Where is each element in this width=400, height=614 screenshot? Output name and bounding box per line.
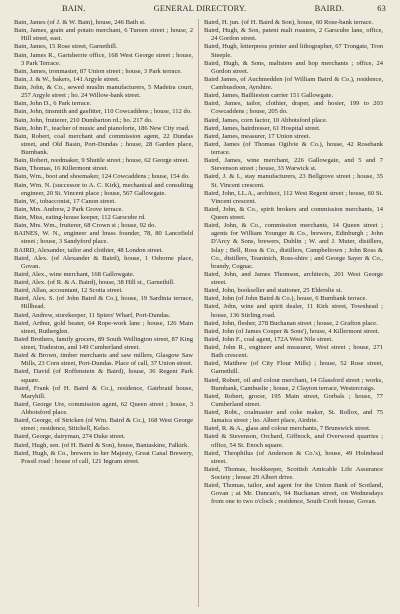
directory-entry: Baird, Robert, oil and colour merchant, 14 Glassford street ; works, Burnbank, Cambuslie ; house, 2 Clayton terrace, Westercraigs. (204, 376, 383, 392)
header-left-word: BAIN. (62, 4, 86, 13)
directory-entry: Baird, J. & I., stay manufacturers, 23 Bellgrove street ; house, 35 St. Vincent crescent. (204, 173, 383, 189)
directory-entry: Baird, John, & Co., spirit brokers and commission merchants, 14 Queen street. (204, 205, 383, 221)
directory-entry: Bain, J. & W., bakers, 141 Argyle street. (14, 75, 120, 83)
directory-entry: Bain, John, & Co., sewed muslin manufacturers, 5 Madeira court, 257 Argyle street ; ho. 24 Willow-bank street. (14, 84, 193, 100)
directory-entry: Baird & Stevenson, Orchard, Giffnock, and Overwood quarries ; office, 54 St. Enoch square. (204, 433, 383, 449)
directory-entry: Bain, Robert, coal merchant and commission agent, 22 Dundas street, and Old Basin, Port-Dundas ; house, 28 Garden place, Burnbank. (14, 132, 193, 156)
directory-entry: Baird, John F., coal agent, 172A West Nile street. (204, 335, 333, 343)
directory-entry: Baird, Thomas, bookkeeper, Scottish Amicable Life Assurance Society ; house 29 Albert drive. (204, 465, 383, 481)
directory-entry: BAIRD, Alexander, tailor and clothier, 48 London street. (14, 246, 164, 254)
directory-entry: Bain, Wm., boot and shoemaker, 124 Cowcaddens ; house, 154 do. (14, 173, 190, 181)
directory-entry: Baird, George Ure, commission agent, 62 Queen street ; house, 3 Abbotsford place. (14, 400, 193, 416)
directory-entry: Baird Brothers, family grocers, 89 South Wellington street, 87 King street, Tradeston, and 149 Cumberland street. (14, 335, 193, 351)
directory-entry: BAINES, W. N., engineer and brass founder, 78, 80 Lancefield street ; house, 3 Sandyford place. (14, 230, 193, 246)
directory-entry: Bain, James (of J. & W. Bain), house, 246 Bath st. (14, 19, 146, 26)
directory-entry: Bain, John D., 6 Park terrace. (14, 100, 92, 108)
directory-entry: Bain, Miss, eating-house keeper, 112 Garscube rd. (14, 214, 146, 221)
directory-entry: Bain, James, 15 Rose street, Garnethill. (14, 43, 118, 51)
left-column (14, 19, 193, 611)
directory-entry: Baird, James, hairdresser, 61 Hospital street. (204, 124, 321, 132)
directory-entry: Baird, Hugh, letterpress printer and lithographer, 67 Trongate, Tron Steeple. (204, 43, 383, 59)
directory-entry: Baird, James, Baillieston carrier 151 Gallowgate. (204, 92, 334, 100)
directory-entry: Bain, Mrs. Wm., fruiterer, 68 Crown st ; house, 92 do. (14, 222, 156, 230)
directory-entry: Baird, John, LL.A., architect, 112 West Regent street ; house, 60 St. Vincent crescent. (204, 189, 383, 205)
directory-entry: Baird, John, wine and spirit dealer, 11 Kirk street, Townhead ; house, 136 Stirling road. (204, 303, 383, 319)
directory-entry: Baird, R. & A., glass and colour merchants, 7 Brunswick street. (204, 425, 371, 433)
directory-entry: Bain, Mrs. Andrew, 2 Park Grove terrace. (14, 205, 124, 213)
directory-entry: Baird & Brown, timber merchants and saw millers, Glasgow Saw Mills, 23 Corn street, Port-Dundas. Place of call, 37 Union street. (14, 352, 193, 368)
directory-entry: Baird, John, and James Thomson, architects, 201 West George street. (204, 270, 383, 286)
directory-entry: Baird, Arthur, gold beater, 64 Rope-work lane ; house, 126 Main street, Rutherglen. (14, 319, 193, 335)
page-header (14, 4, 386, 18)
directory-entry: Baird, Robt., coalmaster and coke maker, St. Rollox, and 75 Jamaica street ; ho. Albert place, Airdrie. (204, 409, 383, 425)
directory-entry: Baird, James, corn factor, 10 Abbotsford place. (204, 116, 328, 124)
directory-entry: Baird, John (of John Baird & Co.), house, 6 Burnbank terrace. (204, 295, 368, 303)
directory-entry: Bain, John, fruiterer, 210 Dumbarton rd.; ho. 217 do. (14, 116, 153, 124)
directory-entry: Baird, John R., engineer and measurer, West street ; house, 271 Bath crescent. (204, 344, 383, 360)
directory-entry: Bain, James, ironmaster, 87 Union street ; house, 3 Park terrace. (14, 67, 182, 75)
directory-entry: Baird, James, tailor, clothier, draper, and hosier, 199 to 203 Cowcaddens ; house, 205 do. (204, 100, 383, 116)
directory-entry: Baird, Alex., wine merchant, 168 Gallowgate. (14, 270, 135, 278)
directory-entry: Baird James, of Auchmedden (of William Baird & Co.), residence, Cambusdoon, Ayrshire. (204, 75, 383, 91)
directory-entry: Baird, George, dairyman, 274 Duke street. (14, 433, 126, 441)
directory-entry: Baird, Hugh, sen. (of H. Baird & Son), house, Bantaskine, Falkirk. (14, 441, 189, 449)
directory-entry: Baird, David (of Roffenstein & Baird), house, 36 Regent Park square. (14, 368, 193, 384)
directory-entry: Bain, W., tobacconist, 17 Canon street. (14, 197, 116, 205)
directory-entry: Baird, Alex. (of Alexander & Baird), house, 1 Osborne place, Govan. (14, 254, 193, 270)
right-column (204, 19, 383, 611)
directory-entry: Bain, John, tinsmith and gasfitter, 110 Cowcaddens ; house, 112 do. (14, 108, 192, 116)
directory-entry: Baird, James, wine merchant, 226 Gallowgate, and 5 and 7 Stevenson street ; house, 33 Warwick st. (204, 157, 383, 173)
directory-entry: Bain, James, grain and potato merchant, 6 Tureen street ; house, 2 Hill street, east. (14, 27, 193, 43)
directory-entry: Baird, George, of Stricken (of Wm. Baird & Co.), 168 West George street ; residence, Stitchell, Kelso. (14, 417, 193, 433)
directory-entry: Bain, Robert, reedmaker, 9 Shuttle street ; house, 62 George street. (14, 157, 190, 165)
directory-entry: Bain, Thomas, 16 Killermont street. (14, 165, 109, 173)
directory-entry: Bain, James R., Gartsherrie office, 168 West George street ; house, 3 Park Terrace. (14, 51, 193, 67)
directory-entry: Baird, Alex. S. (of John Baird & Co.), house, 19 Sardinia terrace, Hillhead. (14, 295, 193, 311)
directory-entry: Baird, Theophilus (of Anderson & Co.'s), house, 49 Holmhead street. (204, 449, 383, 465)
directory-entry: Baird, Thomas, tailor, and agent for the Union Bank of Scotland, Govan ; at Mr. Duncan's, 94 Buchanan street, on Wednesdays from one to two o'clock ; residence, South Croft house, Govan. (204, 482, 383, 506)
directory-entry: Baird, Robert, grocer, 195 Main street, Gorbals ; house, 77 Cumberland street. (204, 392, 383, 408)
directory-entry: Baird, John, bookseller and stationer, 25 Elderslie st. (204, 287, 343, 295)
directory-entry: Baird, James (of Thomas Ogilvie & Co.), house, 42 Rosebank terrace. (204, 140, 383, 156)
directory-entry: Bain, Wm. N. (successor to A. C. Kirk), mechanical and consulting engineer, 20 St. Vincent place ; house, 567 Gallowgate. (14, 181, 193, 197)
directory-entry: Baird, Hugh, & Son, patent malt roasters, 2 Garscube lane, office, 24 Gordon street. (204, 27, 383, 43)
directory-entry: Baird, Hugh, & Sons, maltsters and hop merchants ; office, 24 Gordon street. (204, 59, 383, 75)
directory-entry: Baird, John (of James Couper & Sons'), house, 4 Killermont street. (204, 327, 380, 335)
directory-entry: Baird, Andrew, storekeeper, 11 Spiers' Wharf, Port-Dundas. (14, 311, 171, 319)
header-title: GENERAL DIRECTORY. (153, 4, 247, 13)
directory-entry: Baird, H. jun. (of H. Baird & Son), house, 60 Rose-bank terrace. (204, 19, 374, 26)
column-divider (198, 19, 199, 607)
directory-entry: Baird, Matthew (of City Flour Mills) ; house, 52 Rose street, Garnethill. (204, 360, 383, 376)
directory-entry: Bain, John F., teacher of music and pianoforte, 186 New City road. (14, 124, 190, 132)
directory-entry: Baird, James, measurer, 17 Union street. (204, 132, 311, 140)
directory-entry: Baird, Alex. (of R. & A. Baird), house, 38 Hill st., Garnethill. (14, 279, 175, 286)
directory-entry: Baird, John, & Co., commission merchants, 14 Queen street ; agents for William Younger & Co., brewers, Edinburgh ; John D'Arcy & Sons, brewers, Dublin ; W. and J. Muter, distillers, Islay ; Bell, Ross & Co., distillers, Campbeltown ; John Ross & Co., distillers, Teaninich, Ross-shire ; and George Sayer & Co., brandy, Cognac. (204, 222, 383, 270)
directory-entry: Baird, Frank (of H. Baird & Co.), residence, Gairbraid house, Maryhill. (14, 384, 193, 400)
directory-entry: Baird, John, flesher, 278 Buchanan street ; house, 2 Grafton place. (204, 319, 378, 327)
directory-entry: Baird, Allan, accountant, 12 Scotia street. (14, 287, 123, 295)
directory-entry: Baird, Hugh, & Co., brewers to her Majesty, Great Canal Brewery, Possil road : house of call, 121 Ingram street. (14, 449, 193, 465)
header-right-word: BAIRD. (314, 4, 344, 13)
page-number: 63 (377, 4, 386, 13)
